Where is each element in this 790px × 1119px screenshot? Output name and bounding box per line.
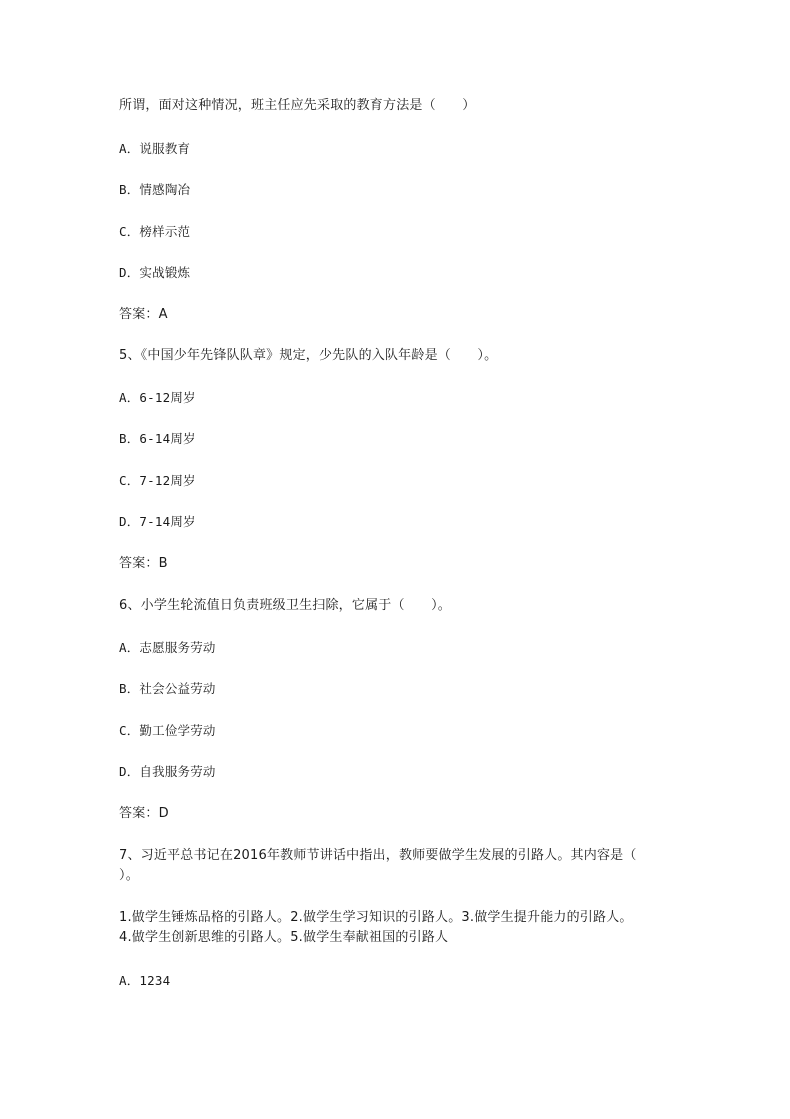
question-7-stem-line-1: 7、习近平总书记在2016年教师节讲话中指出，教师要做学生发展的引路人。其内容是（ [119,848,637,863]
question-7-list-line-1: 1.做学生锤炼品格的引路人。2.做学生学习知识的引路人。3.做学生提升能力的引路人。 [119,910,633,925]
question-4-answer: 答案：A [119,307,168,322]
question-5-option-a: A．6-12周岁 [119,390,196,405]
question-4-stem: 所谓，面对这种情况，班主任应先采取的教育方法是（ ） [119,98,476,113]
question-5-answer: 答案：B [119,556,168,571]
question-6-option-c: C．勤工俭学劳动 [119,723,216,738]
question-5-option-d: D．7-14周岁 [119,514,196,529]
question-4-option-b: B．情感陶冶 [119,182,191,197]
question-6-answer: 答案：D [119,806,169,821]
question-7-option-a: A．1234 [119,973,171,988]
question-5-option-b: B．6-14周岁 [119,431,196,446]
question-6-option-a: A．志愿服务劳动 [119,640,216,655]
question-4-option-a: A．说服教育 [119,141,191,156]
question-6-option-b: B．社会公益劳动 [119,681,216,696]
question-6-stem: 6、小学生轮流值日负责班级卫生扫除，它属于（ ）。 [119,598,451,613]
question-6-option-d: D．自我服务劳动 [119,764,216,779]
question-4-option-c: C．榜样示范 [119,224,191,239]
question-4-option-d: D．实战锻炼 [119,265,191,280]
question-7-stem-line-2: ）。 [119,868,139,883]
question-7-list-line-2: 4.做学生创新思维的引路人。5.做学生奉献祖国的引路人 [119,930,449,945]
question-5-option-c: C．7-12周岁 [119,473,196,488]
question-5-stem: 5、《中国少年先锋队队章》规定，少先队的入队年龄是（ ）。 [119,348,498,363]
